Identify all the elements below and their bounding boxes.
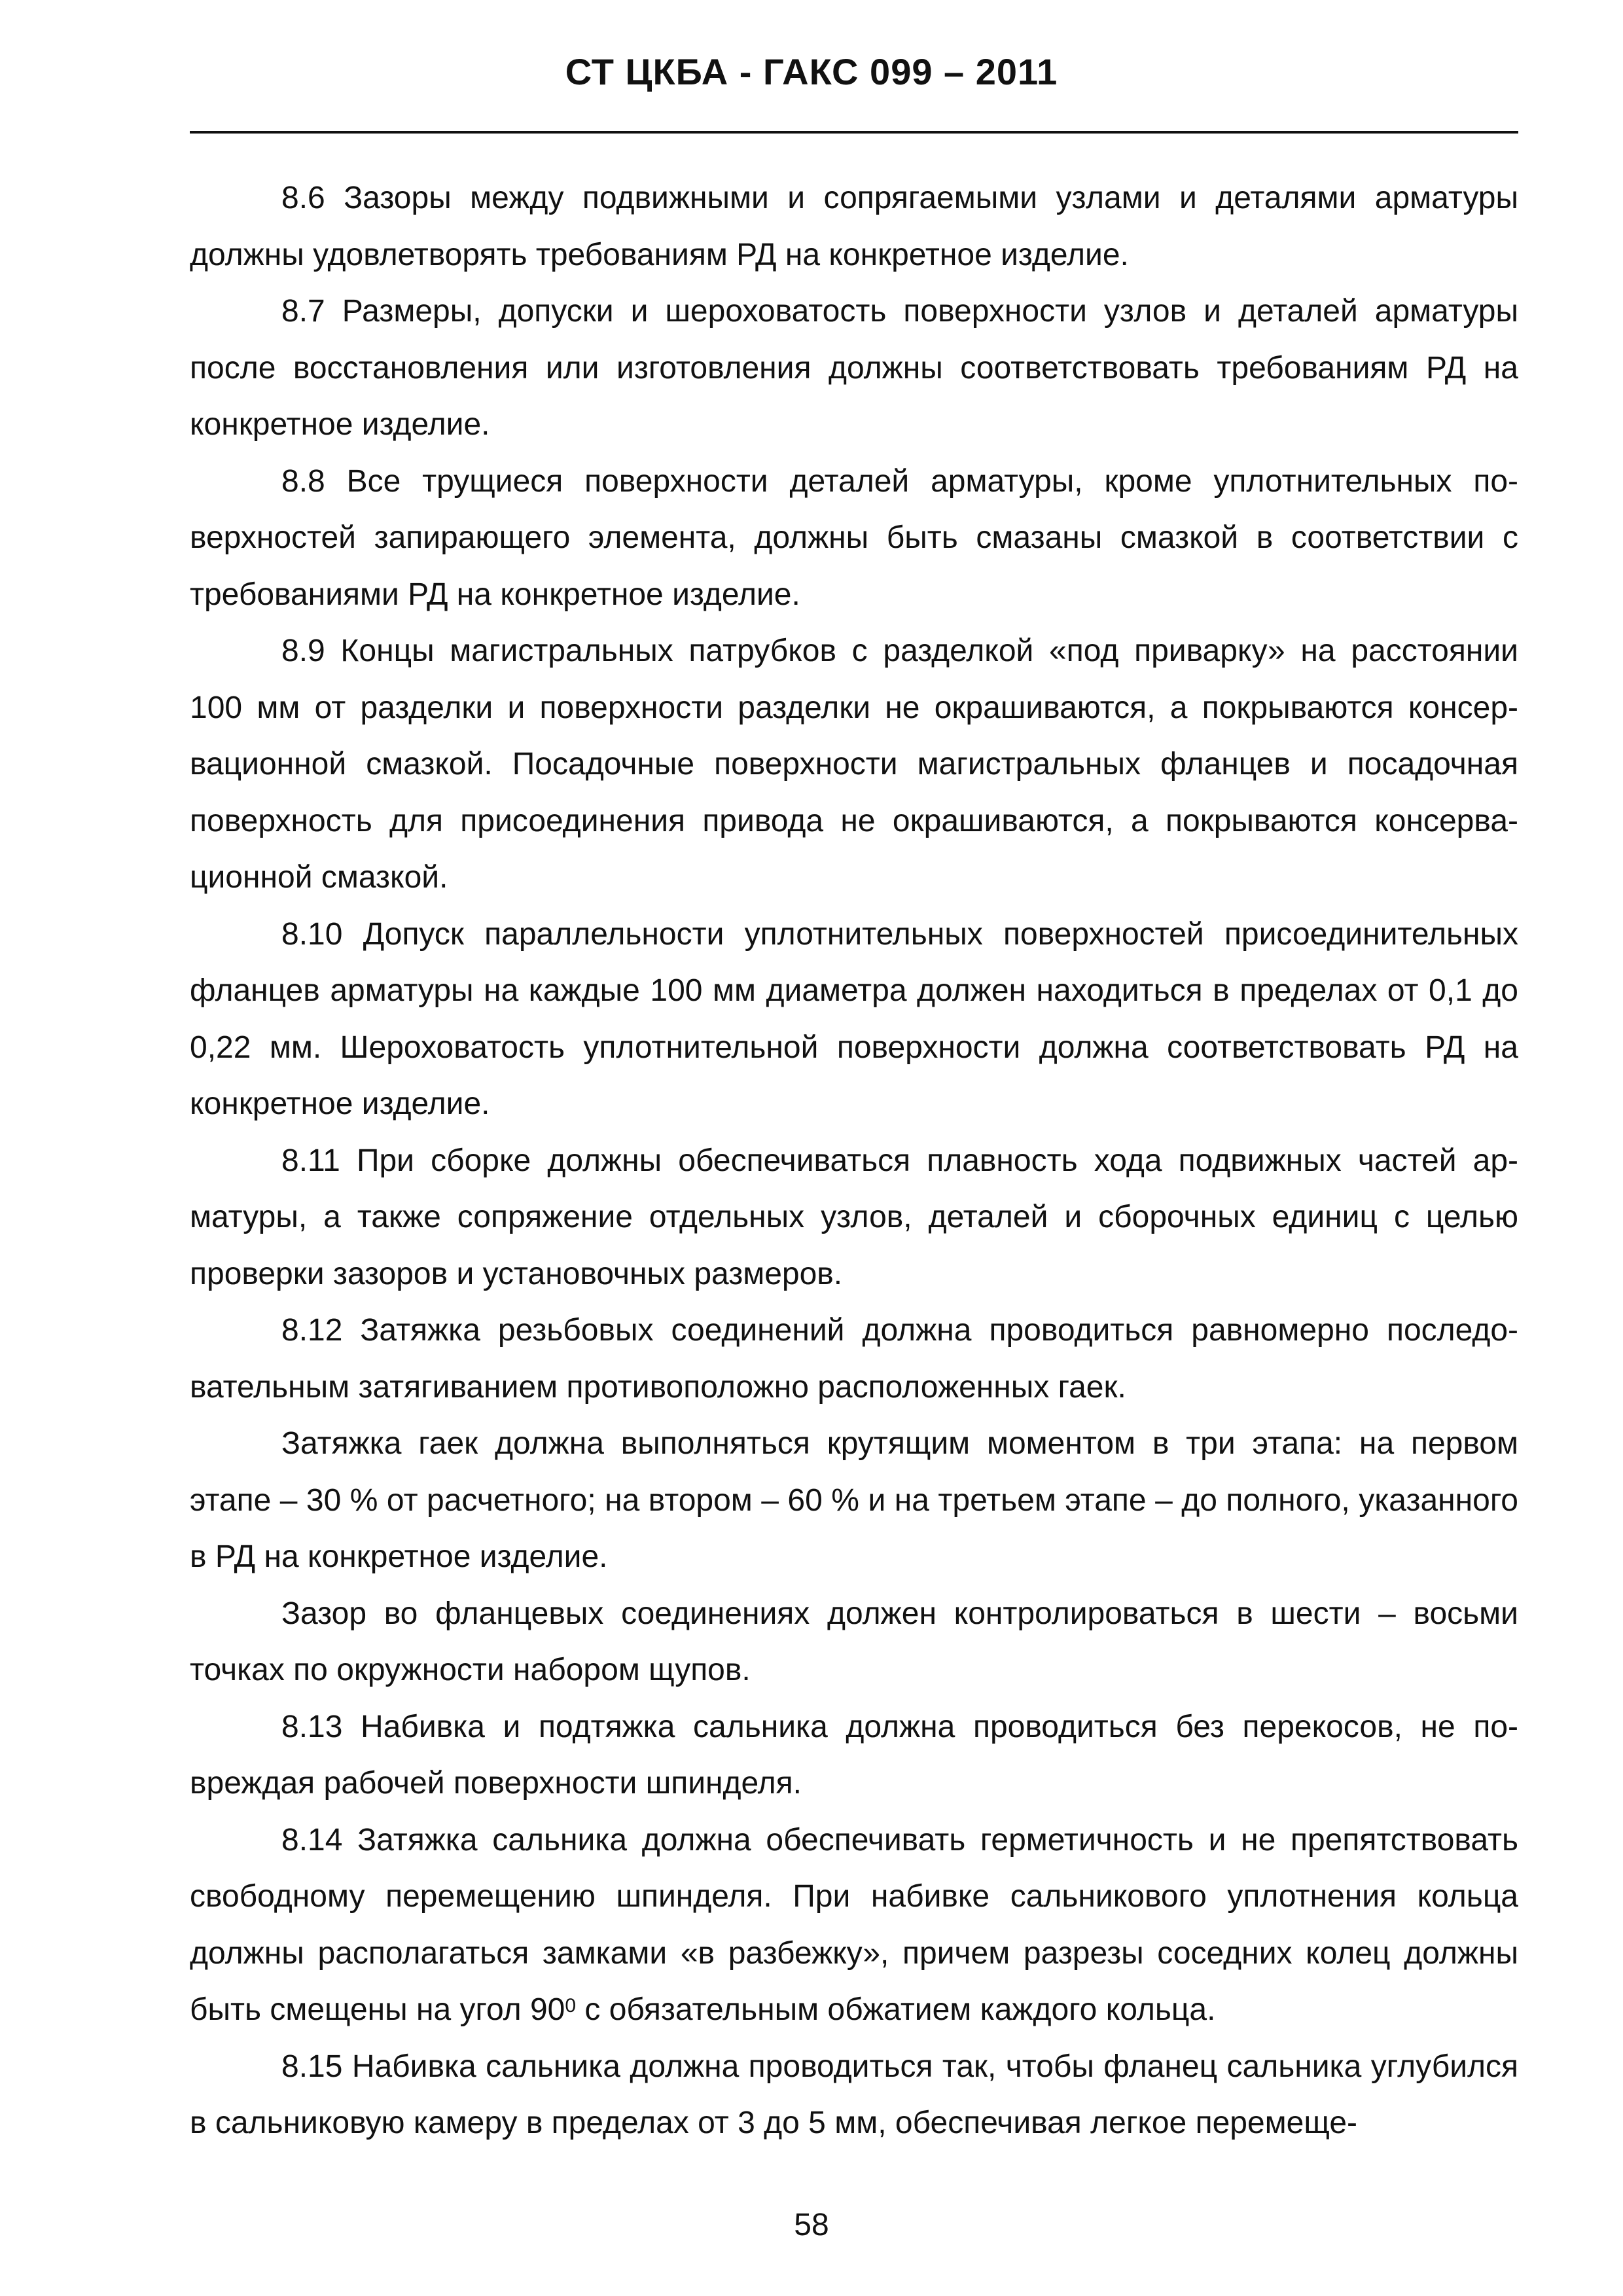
paragraph-8-14 xyxy=(190,1812,1518,2039)
paragraph-8-14-text-end: с обязательным обжатием каждого кольца. xyxy=(576,1992,1216,2027)
degree-superscript: 0 xyxy=(565,1995,577,2017)
paragraph-8-6: 8.6 Зазоры между подвижными и сопрягаемыми узлами и деталями арматуры должны удовлетворять требованиям РД на конкретное изделие. xyxy=(190,181,1518,272)
paragraph-8-7: 8.7 Размеры, допуски и шероховатость поверхности узлов и деталей арматуры после восстановления или изготовления должны соответствовать требованиям РД на конкретное изделие. xyxy=(190,294,1518,442)
paragraph-tightening-stages: Затяжка гаек должна выполняться крутящим моментом в три этапа: на первом этапе – 30 % от расчетного; на втором – 60 % и на третьем этапе – до полного, указанного в РД на конкретное изделие. xyxy=(190,1426,1518,1574)
page-number: 58 xyxy=(794,2208,829,2242)
paragraph-8-12: 8.12 Затяжка резьбовых соединений должна проводиться равномерно последовательным затягиванием противоположно расположенных гаек. xyxy=(190,1313,1518,1405)
paragraph-8-8: 8.8 Все трущиеся поверхности деталей арматуры, кроме уплотнительных поверхностей запирающего элемента, должны быть смазаны смазкой в соответствии с требованиями РД на конкретное изделие. xyxy=(190,463,1518,612)
paragraph-8-9: 8.9 Концы магистральных патрубков с разделкой «под приварку» на расстоянии 100 мм от разделки и поверхности разделки не окрашиваются, а покрываются консервационной смазкой. Посадочные поверхности магистральных фланцев и посадочная поверхность для присоединения привода не окрашиваются, а покрываются консервационной смазкой. xyxy=(190,634,1518,895)
paragraph-flange-gap: Зазор во фланцевых соединениях должен контролироваться в шести – восьми точках по окружности набором щупов. xyxy=(190,1596,1518,1687)
paragraph-8-10: 8.10 Допуск параллельности уплотнительных поверхностей присоединительных фланцев арматуры на каждые 100 мм диаметра должен находиться в пределах от 0,1 до 0,22 мм. Шероховатость уплотнительной поверхности должна соответствовать РД на конкретное изделие. xyxy=(190,916,1518,1121)
page-header-title: СТ ЦКБА - ГАКС 099 – 2011 xyxy=(565,51,1058,92)
header-rule xyxy=(190,131,1518,134)
document-body xyxy=(190,170,1518,2152)
paragraph-8-13: 8.13 Набивка и подтяжка сальника должна проводиться без перекосов, не повреждая рабочей поверхности шпинделя. xyxy=(190,1709,1518,1801)
paragraph-8-11: 8.11 При сборке должны обеспечиваться плавность хода подвижных частей арматуры, а также сопряжение отдельных узлов, деталей и сборочных единиц с целью проверки зазоров и установочных размеров. xyxy=(190,1143,1518,1291)
paragraph-8-14-text-start: 8.14 Затяжка сальника должна обеспечивать герметичность и не препятствовать свободному перемещению шпинделя. При набивке сальникового уплотнения кольца должны располагаться замками «в разбежку», причем разрезы соседних колец должны быть смещены на угол 90 xyxy=(190,1822,1518,2027)
paragraph-8-15: 8.15 Набивка сальника должна проводиться так, чтобы фланец сальника углубился в сальниковую камеру в пределах от 3 до 5 мм, обеспечивая легкое перемеще- xyxy=(190,2049,1518,2140)
